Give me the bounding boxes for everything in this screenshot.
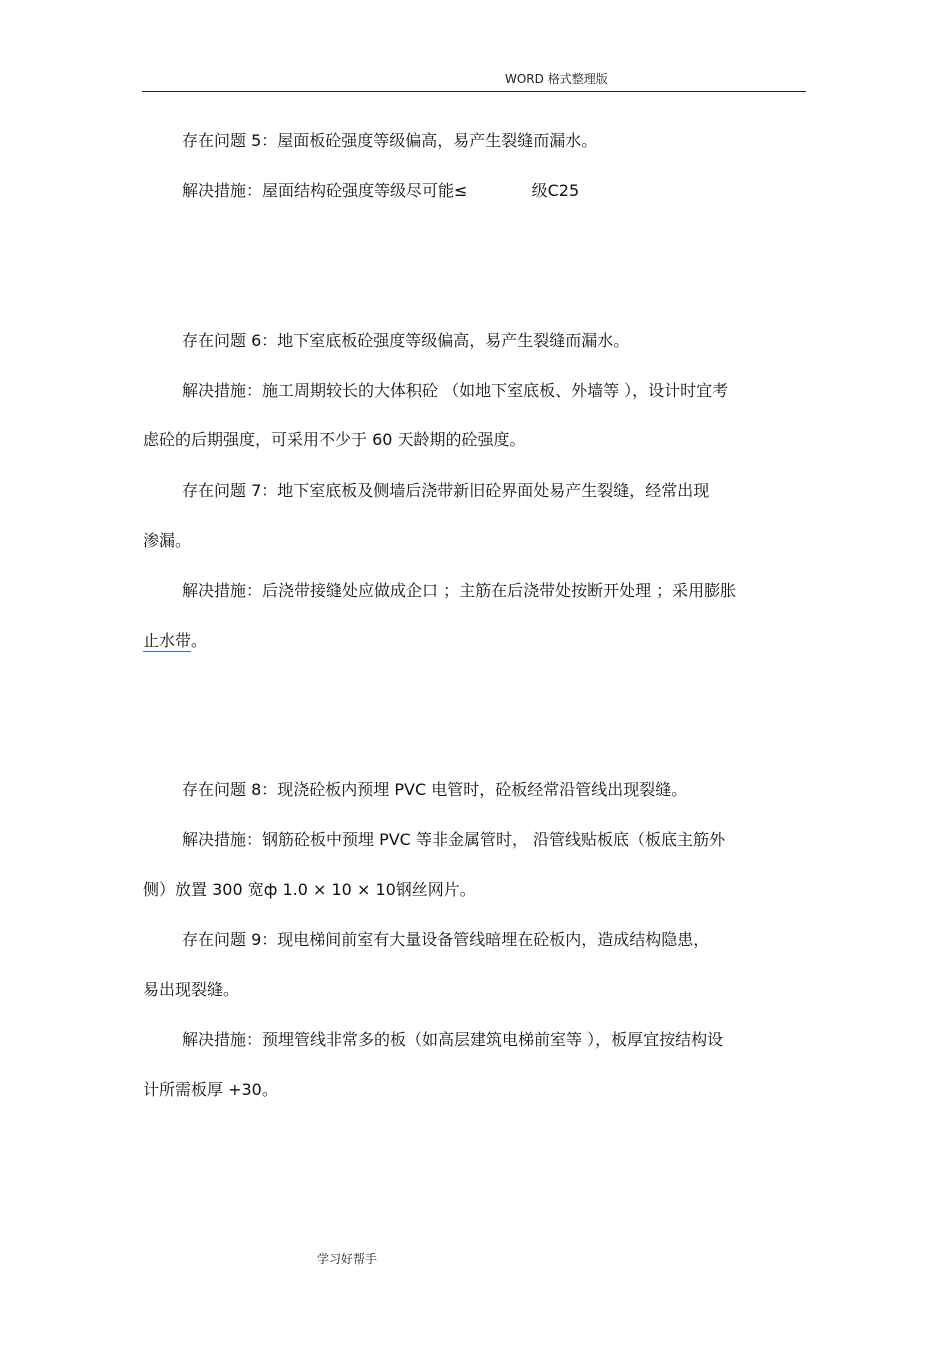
problem-9-line-1: 存在问题 9：现电梯间前室有大量设备管线暗埋在砼板内，造成结构隐患， xyxy=(182,930,710,949)
solution-7-line-2 xyxy=(143,631,207,651)
problem-6: 存在问题 6：地下室底板砼强度等级偏高，易产生裂缝而漏水。 xyxy=(182,331,630,350)
problem-7-line-2: 渗漏。 xyxy=(143,531,192,550)
waterstop-link[interactable]: 止水带 xyxy=(143,631,192,650)
solution-8-line-1: 解决措施：钢筋砼板中预埋 PVC 等非金属管时， 沿管线贴板底（板底主筋外 xyxy=(182,830,726,849)
page-footer: 学习好帮手 xyxy=(317,1252,378,1266)
page-header-title: WORD 格式整理版 xyxy=(505,72,608,86)
problem-8: 存在问题 8：现浇砼板内预埋 PVC 电管时，砼板经常沿管线出现裂缝。 xyxy=(182,780,688,799)
solution-7-end: 。 xyxy=(191,631,208,650)
header-divider xyxy=(142,91,806,92)
solution-5-text: 解决措施：屋面结构砼强度等级尽可能≤ xyxy=(182,181,468,200)
solution-9-line-2: 计所需板厚 +30。 xyxy=(143,1080,278,1099)
solution-9-line-1: 解决措施：预埋管线非常多的板（如高层建筑电梯前室等 ），板厚宜按结构设 xyxy=(182,1030,724,1049)
solution-6-line-1: 解决措施：施工周期较长的大体积砼 （如地下室底板、外墙等 ），设计时宜考 xyxy=(182,381,729,400)
solution-5-grade: 级C25 xyxy=(531,181,580,200)
problem-5: 存在问题 5：屋面板砼强度等级偏高，易产生裂缝而漏水。 xyxy=(182,131,598,150)
solution-7-line-1: 解决措施：后浇带接缝处应做成企口 ；主筋在后浇带处按断开处理 ；采用膨胀 xyxy=(182,581,737,600)
problem-7-line-1: 存在问题 7：地下室底板及侧墙后浇带新旧砼界面处易产生裂缝，经常出现 xyxy=(182,481,710,500)
solution-6-line-2: 虑砼的后期强度，可采用不少于 60 天龄期的砼强度。 xyxy=(143,430,526,449)
problem-9-line-2: 易出现裂缝。 xyxy=(143,980,240,999)
solution-5 xyxy=(182,181,579,201)
solution-8-line-2: 侧）放置 300 宽ф 1.0 × 10 × 10钢丝网片。 xyxy=(143,880,476,899)
